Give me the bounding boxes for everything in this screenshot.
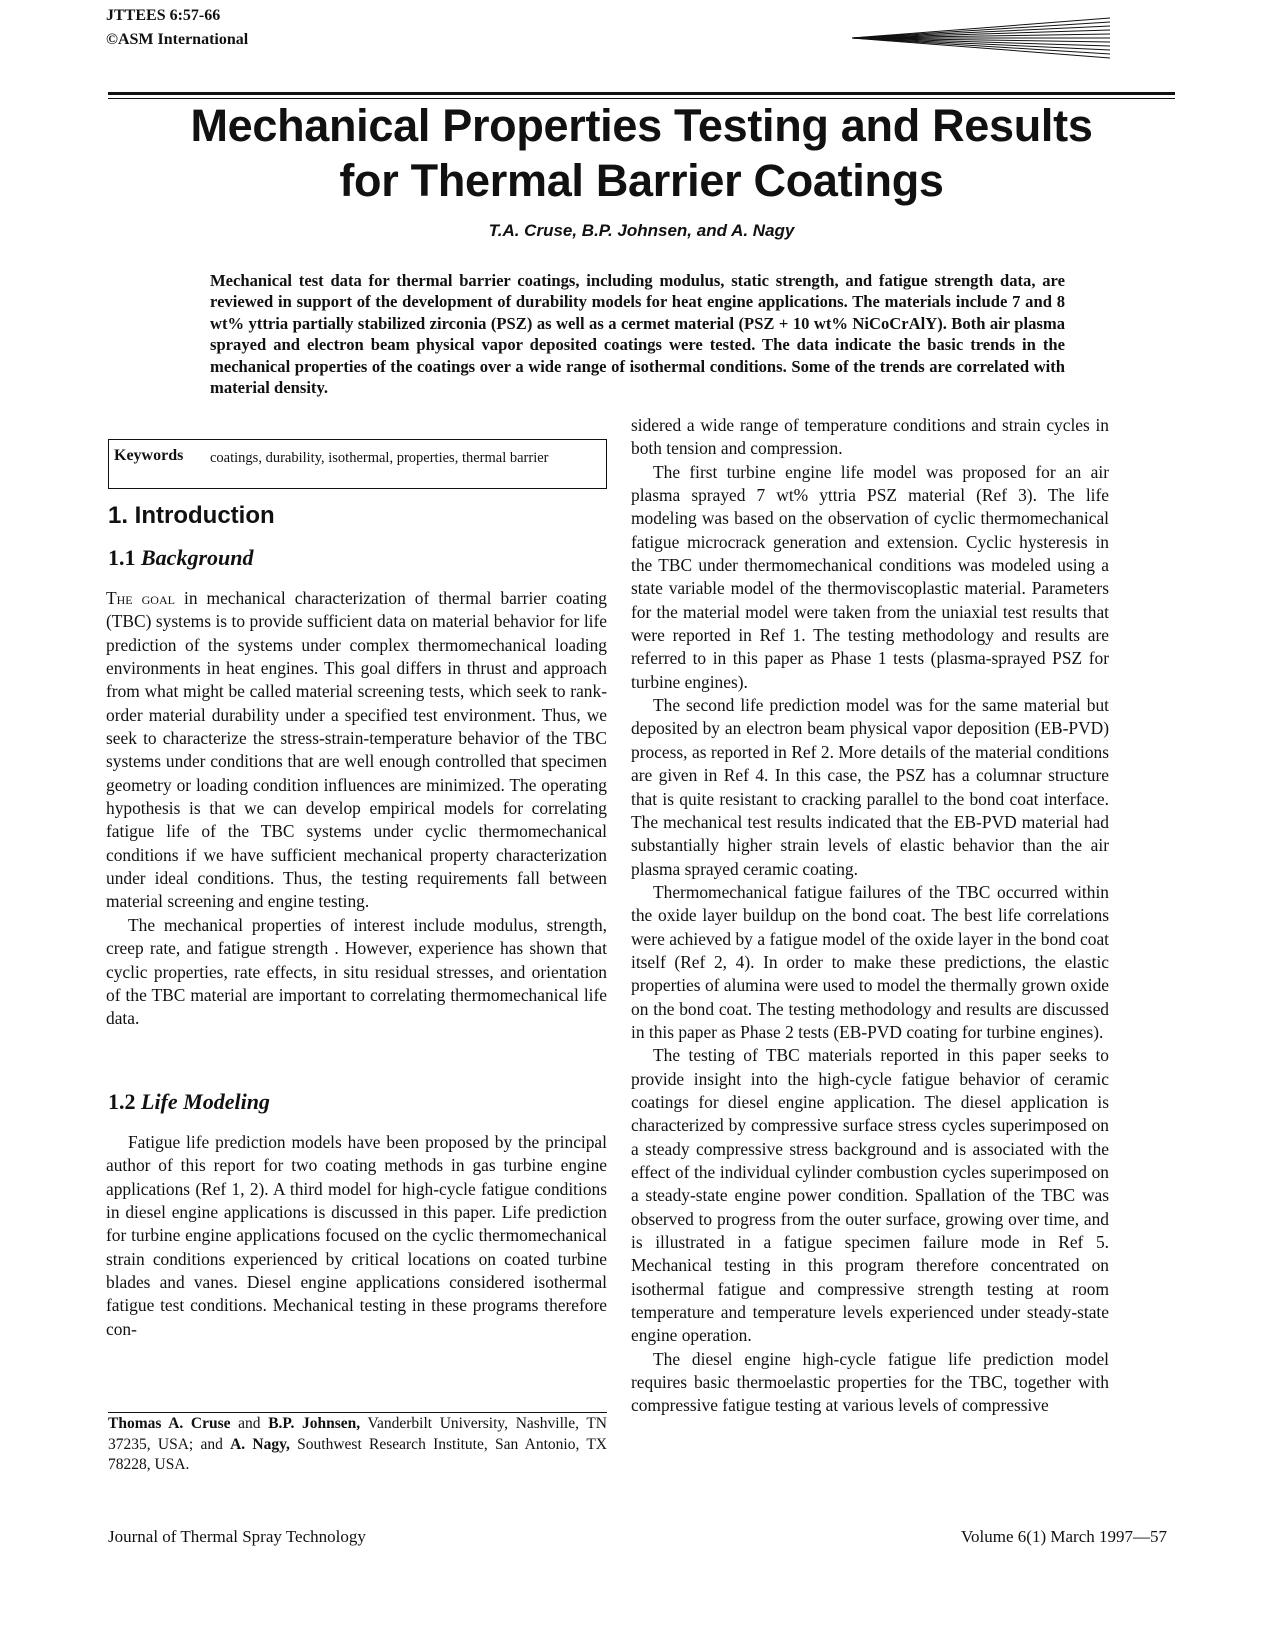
publisher: ©ASM International (106, 31, 249, 48)
left-column-life-modeling (106, 1131, 607, 1341)
right-column (631, 414, 1109, 1418)
title-line-2: for Thermal Barrier Coatings (339, 155, 944, 206)
footnote-rule (108, 1412, 607, 1413)
subsection-number: 1.1 (108, 545, 136, 570)
paragraph: Thermomechanical fatigue failures of the TBC occurred within the oxide layer buildup on the bond coat. The best life correlations were achieved by a fatigue model of the oxide layer in the bond coat itself (Ref 2, 4). In order to make these predictions, the elastic properties of alumina were used to model the thermally grown oxide on the bond coat. The testing methodology and results are discussed in this paper as Phase 2 tests (EB-PVD coating for turbine engines). (631, 881, 1109, 1042)
subsection-heading-background (108, 545, 253, 571)
lead-in: The goal (106, 588, 175, 608)
footnote-text: Southwest Research Institute, San Antonio, TX 78228, USA. (108, 1435, 607, 1473)
title-line-1: Mechanical Properties Testing and Results (190, 100, 1093, 151)
subsection-number: 1.2 (108, 1089, 136, 1114)
keywords-box (108, 439, 607, 489)
author-name: Thomas A. Cruse (108, 1415, 231, 1432)
footer-volume-page: Volume 6(1) March 1997—57 (960, 1527, 1167, 1546)
section-heading-introduction: 1. Introduction (108, 502, 275, 529)
footer-journal: Journal of Thermal Spray Technology (108, 1527, 366, 1546)
left-column-background (106, 587, 607, 1031)
subsection-title: Background (141, 545, 254, 570)
paragraph: The testing of TBC materials reported in this paper seeks to provide insight into the high-cycle fatigue behavior of ceramic coatings for diesel engine application. The diesel application is characterized by compressive surface stress cycles superimposed on a steady compressive stress background and is associated with the effect of the individual cylinder combustion cycles superimposed on a steady-state engine power condition. Spallation of the TBC was observed to progress from the outer surface, growing over time, and is illustrated in a fatigue specimen failure mode in Ref 5. Mechanical testing in this program therefore concentrated on isothermal fatigue and compressive strength testing at room temperature and temperature levels experienced under steady-state engine operation. (631, 1045, 1109, 1346)
paragraph: sidered a wide range of temperature conditions and strain cycles in both tension and compression. (631, 415, 1109, 459)
author-line: T.A. Cruse, B.P. Johnsen, and A. Nagy (488, 221, 795, 240)
author-name: B.P. Johnsen, (268, 1415, 361, 1432)
journal-code: JTTEES 6:57-66 (106, 7, 221, 24)
paragraph-text: in mechanical characterization of thermal barrier coating (TBC) systems is to provide sufficient data on material behavior for life prediction of the systems under complex thermomechanical loading environments in heat engines. This goal differs in thrust and approach from what might be called material screening tests, which seek to rank-order material durability under a specified test environment. Thus, we seek to characterize the stress-strain-temperature behavior of the TBC systems under conditions that are well enough controlled that specimen geometry or loading condition influences are minimized. The operating hypothesis is that we can develop empirical models for correlating fatigue life of the TBC systems under cyclic thermomechanical conditions if we have sufficient mechanical property characterization under ideal conditions. Thus, the testing requirements fall between material screening and engine testing. (106, 588, 608, 912)
subsection-heading-life-modeling (108, 1089, 270, 1115)
paragraph: The diesel engine high-cycle fatigue life prediction model requires basic thermoelastic properties for the TBC, together with compressive fatigue testing at various levels of compressive (631, 1348, 1109, 1416)
author-affiliations (108, 1414, 607, 1476)
paper-title (108, 98, 1175, 208)
paragraph: The second life prediction model was for the same material but deposited by an electron beam physical vapor deposition (EB-PVD) process, as reported in Ref 2. More details of the material conditions are given in Ref 4. In this case, the PSZ has a columnar structure that is quite resistant to cracking parallel to the bond coat interface. The mechanical test results indicated that the EB-PVD material had substantially higher strain levels of elastic behavior than the air plasma sprayed ceramic coating. (631, 695, 1109, 879)
paragraph: The mechanical properties of interest include modulus, strength, creep rate, and fatigue strength . However, experience has shown that cyclic properties, rate effects, in situ residual stresses, and orientation of the TBC material are important to correlating thermomechanical life data. (106, 914, 607, 1029)
footnote-text: and (230, 1415, 269, 1432)
header-ornament (852, 16, 1110, 62)
author-name: A. Nagy, (230, 1435, 290, 1453)
paragraph: Fatigue life prediction models have been proposed by the principal author of this report for two coating methods in gas turbine engine applications (Ref 1, 2). A third model for high-cycle fatigue conditions in diesel engine applications is discussed in this paper. Life prediction for turbine engine applications focused on the cyclic thermomechanical strain conditions experienced by critical locations on coated turbine blades and vanes. Diesel engine applications considered isothermal fatigue test conditions. Mechanical testing in these programs therefore con- (106, 1132, 607, 1339)
footnote-text: Vanderbilt University, Nashville, TN 37235, USA; and (108, 1415, 607, 1453)
header-rule (108, 92, 1175, 95)
keywords-text: coatings, durability, isothermal, properties, thermal barrier (210, 450, 549, 466)
abstract: Mechanical test data for thermal barrier coatings, including modulus, static strength, and fatigue strength data, are reviewed in support of the development of durability models for heat engine applications. The materials include 7 and 8 wt% yttria partially stabilized zirconia (PSZ) as well as a cermet material (PSZ + 10 wt% NiCoCrAlY). Both air plasma sprayed and electron beam physical vapor deposited coatings were tested. The data indicate the basic trends in the mechanical properties of the coatings over a wide range of isothermal conditions. Some of the trends are correlated with material density. (210, 271, 1065, 398)
journal-header (106, 4, 248, 52)
paragraph: The first turbine engine life model was proposed for an air plasma sprayed 7 wt% yttria PSZ material (Ref 3). The life modeling was based on the observation of cyclic thermomechanical fatigue microcrack generation and extension. Cyclic hysteresis in the TBC under thermomechanical conditions was modeled using a state variable model of the thermoviscoplastic material. Parameters for the material model were taken from the uniaxial test results that were reported in Ref 1. The testing methodology and results are referred to in this paper as Phase 1 tests (plasma-sprayed PSZ for turbine engines). (631, 461, 1109, 692)
paragraph (106, 587, 607, 914)
keywords-label: Keywords (114, 447, 184, 464)
subsection-title: Life Modeling (141, 1089, 270, 1114)
